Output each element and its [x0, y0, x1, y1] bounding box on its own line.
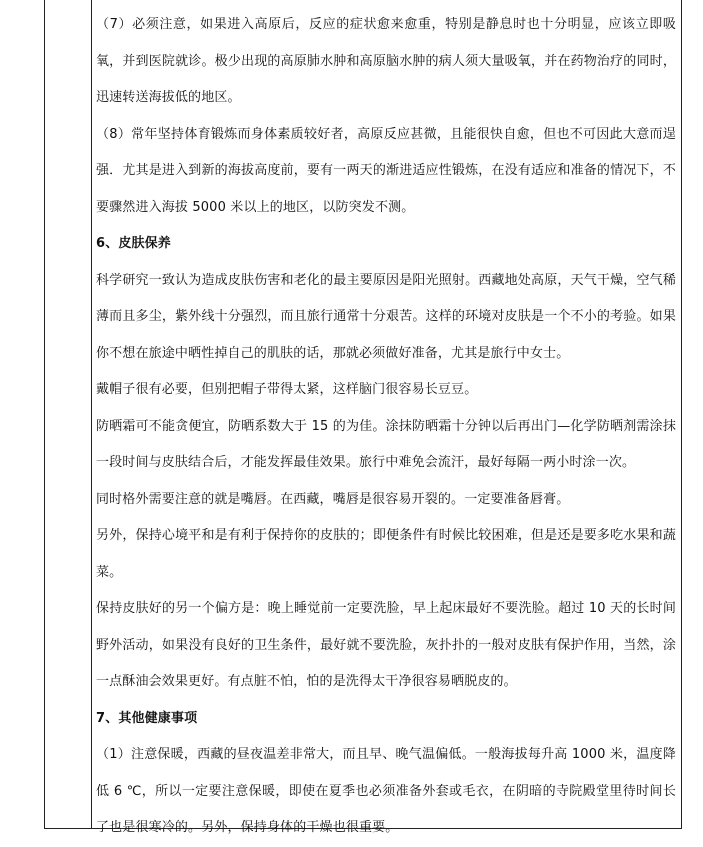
paragraph-fitness: （8）常年坚持体育锻炼而身体素质较好者，高原反应甚微，且能很快自愈，但也不可因此大意而逞强．尤其是进入到新的海拔高度前，要有一两天的渐进适应性锻炼，在没有适应和准备的情况下，不要骤然进入海拔 5000 米以上的地区，以防突发不测。 [96, 126, 676, 215]
paragraph-skin-intro: 科学研究一致认为造成皮肤伤害和老化的最主要原因是阳光照射。西藏地处高原，天气干燥，空气稀薄而且多尘，紫外线十分强烈，而且旅行通常十分艰苦。这样的环境对皮肤是一个不小的考验。如果你不想在旅途中晒性掉自己的肌肤的话，那就必须做好准备，尤其是旅行中女士。 [96, 272, 676, 361]
table-border-left [44, 0, 45, 829]
section-heading-other-health: 7、其他健康事项 [96, 710, 198, 726]
paragraph-sunscreen: 防晒霜可不能贪便宜，防晒系数大于 15 的为佳。涂抹防晒霜十分钟以后再出门—化学防晒剂需涂抹一段时间与皮肤结合后，才能发挥最佳效果。旅行中难免会流汗，最好每隔一两小时涂一次。 [96, 418, 676, 470]
paragraph-lips: 同时格外需要注意的就是嘴唇。在西藏，嘴唇是很容易开裂的。一定要准备唇膏。 [96, 491, 570, 507]
paragraph-hat: 戴帽子很有必要，但别把帽子带得太紧，这样脑门很容易长豆豆。 [96, 382, 478, 397]
paragraph-altitude-oxygen: （7）必须注意，如果进入高原后，反应的症状愈来愈重，特别是静息时也十分明显，应该立即吸氧，并到医院就诊。极少出现的高原肺水肿和高原脑水肿的病人须大量吸氧，并在药物治疗的同时，迅速转送海拔低的地区。 [96, 17, 676, 105]
paragraph-keep-warm: （1）注意保暖，西藏的昼夜温差非常大，而且早、晚气温偏低。一般海拔每升高 1000 米，温度降低 6 ℃，所以一定要注意保暖，即使在夏季也必须准备外套或毛衣，在阴暗的寺院殿堂里待时间长了也是很寒冷的。另外，保持身体的干燥也很重要。 [96, 747, 676, 835]
paragraph-washing-tip: 保持皮肤好的另一个偏方是：晚上睡觉前一定要洗脸，早上起床最好不要洗脸。超过 10 天的长时间野外活动，如果没有良好的卫生条件，最好就不要洗脸，灰扑扑的一般对皮肤有保护作用，当然，涂一点酥油会效果更好。有点脏不怕，怕的是洗得太干净很容易晒脱皮的。 [96, 601, 676, 689]
section-heading-skin-care: 6、皮肤保养 [96, 236, 171, 251]
table-border-right [681, 0, 682, 829]
paragraph-mood-diet: 另外，保持心境平和是有利于保持你的皮肤的；即便条件有时候比较困难，但是还是要多吃水果和蔬菜。 [96, 528, 676, 580]
table-border-inner [91, 0, 92, 829]
document-body [96, 7, 676, 847]
